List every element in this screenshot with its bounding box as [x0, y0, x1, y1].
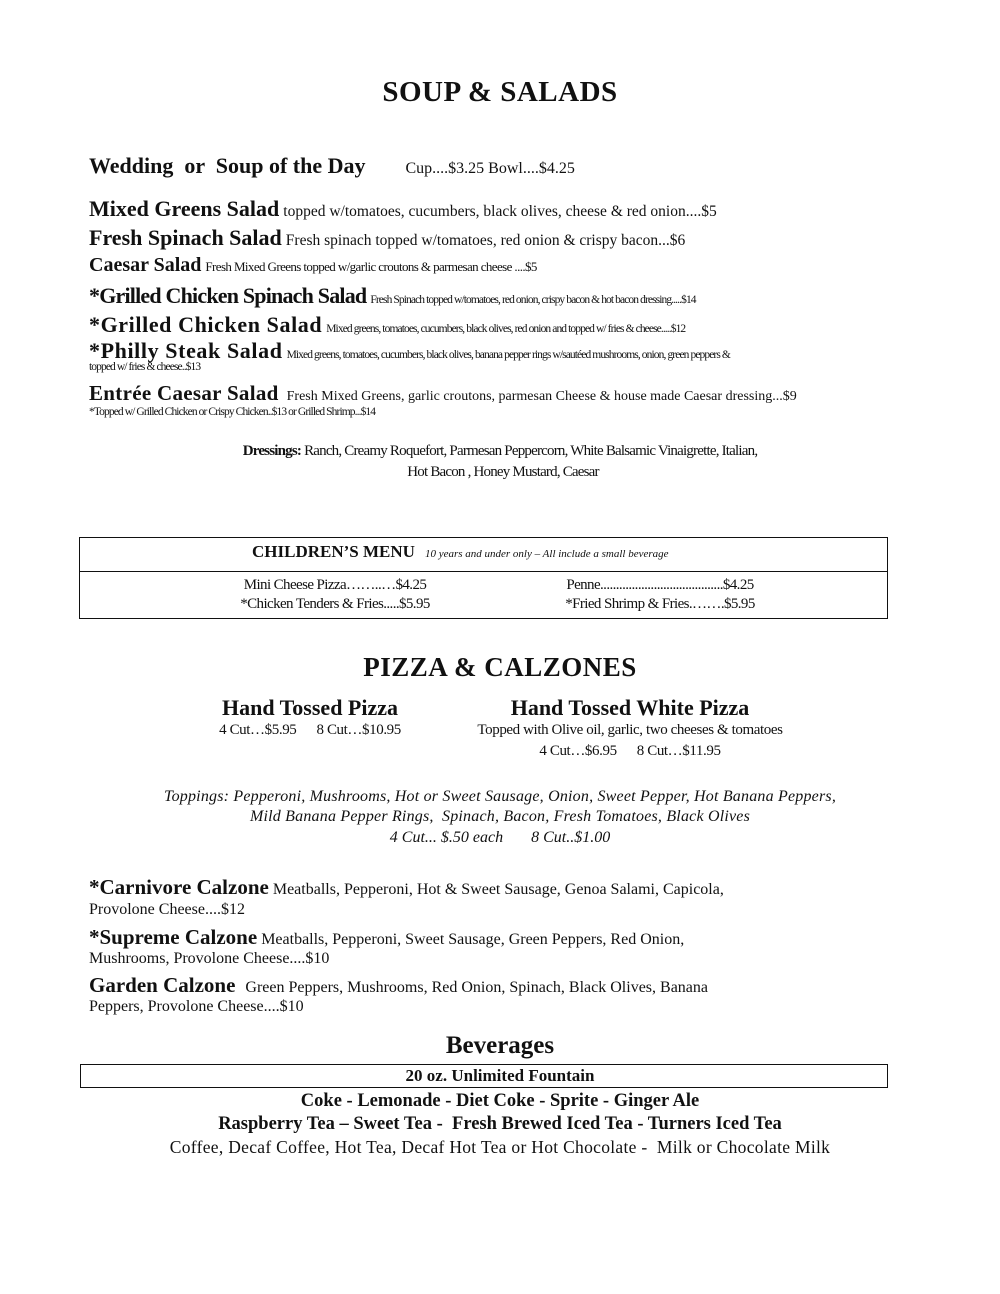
- menu-item: [89, 225, 685, 251]
- children-menu-note: 10 years and under only – All include a small beverage: [424, 548, 669, 560]
- white-pizza-title: Hand Tossed White Pizza: [510, 695, 750, 720]
- menu-item: [89, 283, 696, 309]
- kids-item: Mini Cheese Pizza……..…$4.25: [243, 577, 427, 593]
- children-menu-title: CHILDREN’S MENU: [252, 542, 415, 561]
- dressings-line-1: [0, 443, 1000, 460]
- item-desc-continued: Provolone Cheese....$12: [89, 901, 245, 918]
- white-pizza-prices: 4 Cut…$6.95 8 Cut…$11.95: [539, 743, 721, 759]
- item-desc: Fresh Mixed Greens topped w/garlic croutons & parmesan cheese ....$5: [205, 259, 537, 274]
- menu-item: [89, 254, 537, 277]
- item-desc-continued: topped w/ fries & cheese..$13: [89, 361, 201, 373]
- beverages-line-1: Coke - Lemonade - Diet Coke - Sprite - Ginger Ale: [300, 1091, 700, 1111]
- toppings-line-1: Toppings: Pepperoni, Mushrooms, Hot or Sweet Sausage, Onion, Sweet Pepper, Hot Banana Peppers,: [163, 788, 837, 805]
- fountain-label: 20 oz. Unlimited Fountain: [405, 1066, 595, 1085]
- item-desc-continued: Peppers, Provolone Cheese....$10: [89, 998, 304, 1015]
- item-desc: Mixed greens, tomatoes, cucumbers, black olives, banana pepper rings w/sautéed mushrooms, onion, green peppers &: [286, 349, 730, 361]
- item-name: *Philly Steak Salad: [89, 338, 283, 363]
- kids-item: *Fried Shrimp & Fries.…….$5.95: [565, 596, 755, 612]
- item-desc: Meatballs, Pepperoni, Hot & Sweet Sausage, Genoa Salami, Capicola,: [272, 881, 724, 898]
- toppings-line-2: Mild Banana Pepper Rings, Spinach, Bacon, Fresh Tomatoes, Black Olives: [249, 808, 751, 825]
- item-name: Mixed Greens Salad: [89, 196, 280, 221]
- menu-item: [89, 312, 685, 338]
- item-name: Fresh Spinach Salad: [89, 225, 282, 250]
- section-title-beverages: Beverages: [445, 1032, 555, 1059]
- children-menu-divider: [79, 571, 888, 572]
- soup-name: Wedding or Soup of the Day: [89, 153, 366, 178]
- calzone-item: [89, 973, 708, 998]
- item-desc: Mixed greens, tomatoes, cucumbers, black olives, red onion and topped w/ fries & cheese.....$12: [326, 323, 686, 335]
- soup-line: [89, 153, 575, 179]
- item-desc: Fresh Mixed Greens, garlic croutons, parmesan Cheese & house made Caesar dressing...$9: [286, 389, 797, 404]
- dressings-list: Ranch, Creamy Roquefort, Parmesan Peppercorn, White Balsamic Vinaigrette, Italian,: [304, 443, 758, 459]
- item-desc-continued: Mushrooms, Provolone Cheese....$10: [89, 950, 330, 967]
- dressings-line-2: Hot Bacon , Honey Mustard, Caesar: [407, 464, 599, 480]
- item-name: *Supreme Calzone: [89, 925, 258, 949]
- hand-tossed-pizza-prices: 4 Cut…$5.95 8 Cut…$10.95: [219, 722, 401, 738]
- toppings-line-3: 4 Cut... $.50 each 8 Cut..$1.00: [389, 829, 611, 846]
- item-desc: Meatballs, Pepperoni, Sweet Sausage, Green Peppers, Red Onion,: [261, 931, 685, 948]
- calzone-item: [89, 925, 684, 950]
- kids-item: Penne.......................................$4.25: [566, 577, 754, 593]
- children-menu-header: [252, 542, 669, 562]
- menu-item: [89, 381, 797, 406]
- section-title-soup-salads: SOUP & SALADS: [382, 76, 618, 108]
- item-name: Caesar Salad: [89, 254, 202, 276]
- item-name: *Grilled Chicken Salad: [89, 312, 323, 337]
- item-desc: topped w/tomatoes, cucumbers, black olives, cheese & red onion....$5: [283, 203, 717, 220]
- item-name: *Carnivore Calzone: [89, 875, 269, 899]
- soup-prices: Cup....$3.25 Bowl....$4.25: [405, 160, 575, 177]
- white-pizza-desc: Topped with Olive oil, garlic, two cheeses & tomatoes: [477, 722, 783, 738]
- item-desc: Green Peppers, Mushrooms, Red Onion, Spinach, Black Olives, Banana: [245, 979, 708, 996]
- beverages-line-2: Raspberry Tea – Sweet Tea - Fresh Brewed Iced Tea - Turners Iced Tea: [218, 1114, 782, 1134]
- menu-item: [89, 196, 717, 222]
- calzone-item: [89, 875, 724, 900]
- beverages-line-3: Coffee, Decaf Coffee, Hot Tea, Decaf Hot Tea or Hot Chocolate - Milk or Chocolate Milk: [169, 1137, 831, 1157]
- item-name: *Grilled Chicken Spinach Salad: [89, 283, 367, 308]
- item-desc: Fresh Spinach topped w/tomatoes, red onion, crispy bacon & hot bacon dressing.....$14: [370, 294, 696, 306]
- hand-tossed-pizza-title: Hand Tossed Pizza: [221, 695, 399, 720]
- kids-item: *Chicken Tenders & Fries.....$5.95: [240, 596, 430, 612]
- item-desc: Fresh spinach topped w/tomatoes, red onion & crispy bacon...$6: [285, 232, 686, 249]
- item-name: Garden Calzone: [89, 973, 236, 997]
- section-title-pizza: PIZZA & CALZONES: [363, 652, 637, 682]
- item-name: Entrée Caesar Salad: [89, 381, 279, 405]
- dressings-label: Dressings:: [242, 443, 302, 459]
- item-desc-continued: *Topped w/ Grilled Chicken or Crispy Chicken..$13 or Grilled Shrimp...$14: [89, 406, 376, 418]
